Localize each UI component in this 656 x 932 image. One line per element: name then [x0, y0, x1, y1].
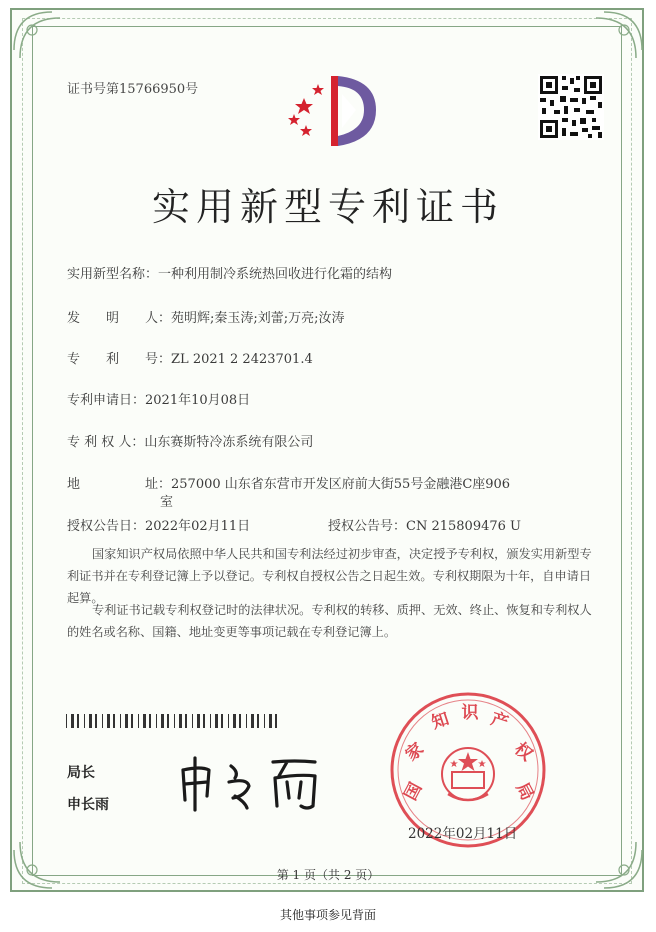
field-patentee [67, 431, 313, 450]
certificate-number: 证书号第15766950号 [67, 82, 199, 97]
legal-paragraph-1: 国家知识产权局依照中华人民共和国专利法经过初步审查，决定授予专利权，颁发实用新型专利证书并在专利登记簿上予以登记。专利权自授权公告之日起生效。专利权期限为十年，自申请日起算。 [67, 547, 592, 605]
certificate-title: 实用新型专利证书 [151, 185, 504, 229]
director-title: 局长 [67, 765, 95, 781]
svg-text:知: 知 [429, 709, 452, 734]
legal-paragraph-2: 专利证书记载专利权登记时的法律状况。专利权的转移、质押、无效、终止、恢复和专利权人的姓名或名称、国籍、地址变更等事项记载在专利登记簿上。 [67, 603, 592, 639]
page-number: 第 1 页（共 2 页） [276, 868, 380, 882]
field-label: 专 利 权 人： [67, 435, 145, 450]
director-name: 申长雨 [67, 797, 109, 813]
field-value: 2021年10月08日 [145, 393, 251, 408]
field-utility-model-name [67, 263, 392, 282]
handwritten-signature-icon [175, 752, 335, 814]
field-value: 一种利用制冷系统热回收进行化霜的结构 [158, 267, 393, 282]
field-value: 山东赛斯特冷冻系统有限公司 [144, 435, 314, 450]
field-inventors [67, 307, 345, 326]
seal-date: 2022年02月11日 [408, 826, 518, 842]
svg-text:国: 国 [400, 779, 427, 804]
qr-code-icon [538, 74, 604, 140]
cnipa-logo-icon [276, 70, 386, 150]
field-value: 257000 山东省东营市开发区府前大街55号金融港C座906 [171, 477, 511, 492]
barcode-icon [66, 714, 280, 728]
svg-text:家: 家 [401, 739, 428, 766]
svg-text:权: 权 [510, 739, 537, 766]
field-address-continued: 室 [160, 495, 174, 510]
svg-text:识: 识 [461, 703, 479, 723]
svg-text:局: 局 [511, 779, 538, 804]
field-grant-date [67, 515, 250, 534]
corner-ornament-top-right [584, 10, 644, 70]
svg-text:产: 产 [488, 709, 511, 734]
field-patent-number [67, 348, 313, 367]
field-value: 苑明辉;秦玉涛;刘蕾;万亮;汝涛 [171, 311, 345, 326]
field-label: 专利申请日： [67, 393, 146, 408]
field-label: 授权公告日： [67, 519, 146, 534]
field-value: 2022年02月11日 [145, 519, 251, 534]
field-label: 实用新型名称： [67, 267, 159, 282]
footer-note: 其他事项参见背面 [279, 908, 376, 922]
corner-ornament-top-left [12, 10, 72, 70]
field-label: 地 址： [67, 477, 172, 492]
field-label: 专 利 号： [67, 352, 172, 367]
field-filing-date [67, 389, 250, 408]
field-value: CN 215809476 U [406, 519, 521, 534]
field-value: ZL 2021 2 2423701.4 [171, 352, 313, 367]
field-grant-number [328, 515, 521, 534]
field-address [67, 473, 510, 492]
field-label: 发 明 人： [67, 311, 172, 326]
field-label: 授权公告号： [328, 519, 407, 534]
